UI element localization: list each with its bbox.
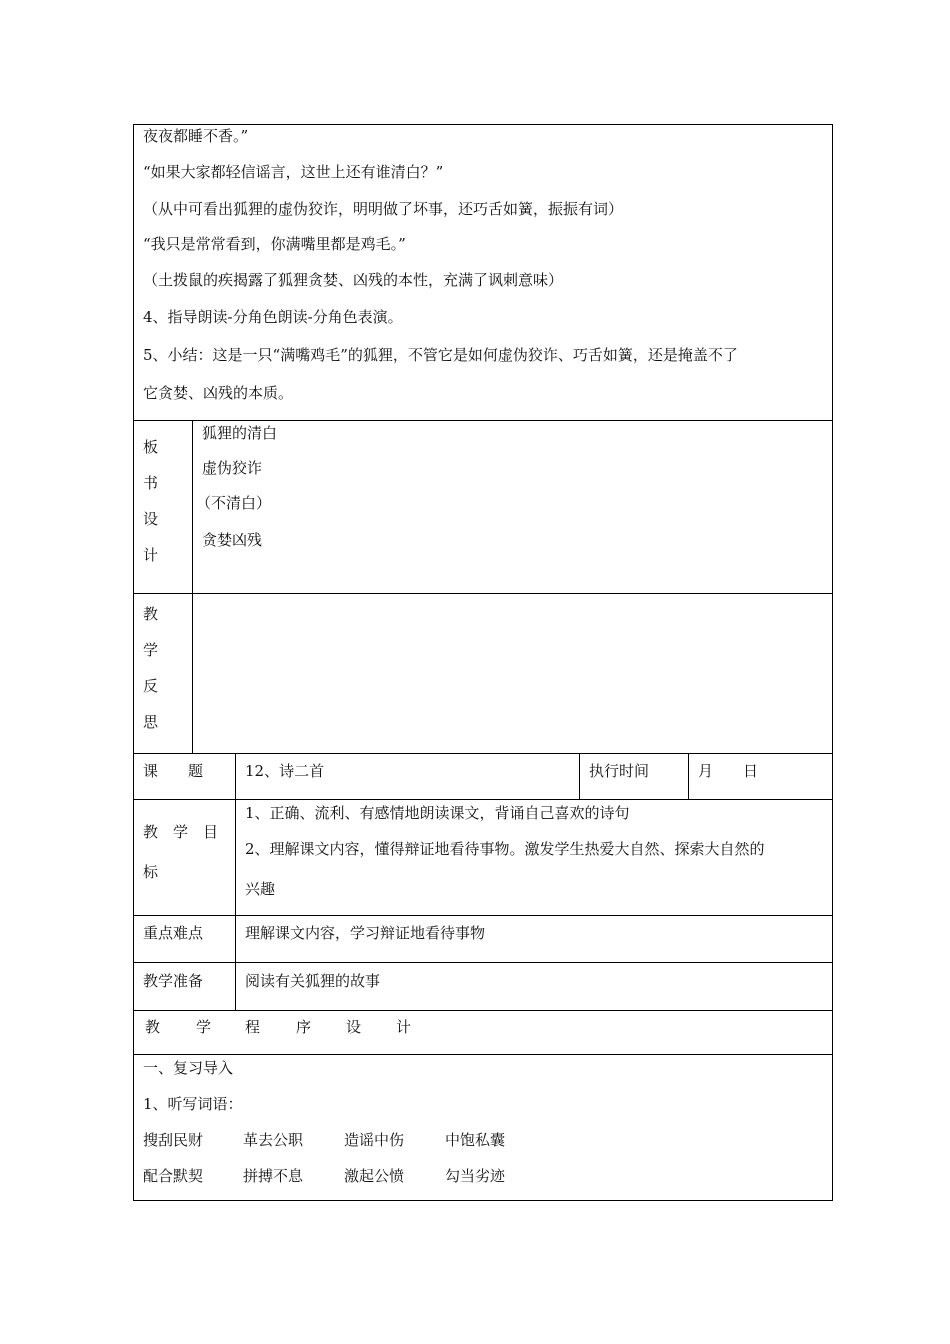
row-divider [133,1054,833,1055]
reflection-label-char: 学 [143,641,159,659]
text-line: （土拨鼠的疾揭露了狐狸贪婪、凶残的本性，充满了讽刺意味） [143,271,564,289]
key-points-label: 重点难点 [143,924,204,942]
board-line: 贪婪凶残 [202,531,263,549]
goal-line: 2、理解课文内容，懂得辩证地看待事物。激发学生热爱大自然、探索大自然的 [245,840,765,858]
lesson-title-label: 课 题 [143,762,204,780]
procedure-header-char: 学 [196,1018,212,1036]
board-label-char: 计 [143,546,159,564]
execution-time-label: 执行时间 [589,762,650,780]
text-line: “我只是常常看到，你满嘴里都是鸡毛。” [143,235,406,253]
vocab-word: 造谣中伤 [344,1131,405,1149]
board-label-char: 书 [143,474,159,492]
goal-line: 1、正确、流利、有感情地朗读课文，背诵自己喜欢的诗句 [245,804,630,822]
goal-line: 兴趣 [245,880,276,898]
vocab-word: 配合默契 [143,1167,204,1185]
col-divider [579,753,580,799]
preparation-value: 阅读有关狐狸的故事 [245,972,381,990]
execution-time-value: 月 日 [698,762,759,780]
board-line: 狐狸的清白 [202,424,278,442]
row-divider [133,1010,833,1011]
vocab-word: 搜刮民财 [143,1131,204,1149]
vocab-word: 中饱私囊 [445,1131,506,1149]
procedure-header-char: 序 [296,1018,312,1036]
lesson-title: 12、诗二首 [245,762,325,780]
vocab-word: 勾当劣迹 [445,1167,506,1185]
row-divider [133,593,833,594]
vocab-word: 激起公愤 [344,1167,405,1185]
text-line: “如果大家都轻信谣言，这世上还有谁清白？” [143,163,444,181]
col-divider [688,753,689,799]
reflection-label-char: 反 [143,677,159,695]
text-line: 夜夜都睡不香。” [143,127,249,145]
reflection-label-char: 教 [143,605,159,623]
procedure-header-char: 设 [346,1018,362,1036]
col-divider [235,753,236,1010]
row-divider [133,962,833,963]
row-divider [133,915,833,916]
row-divider [133,799,833,800]
procedure-header-char: 程 [245,1018,261,1036]
vocab-word: 拼搏不息 [243,1167,304,1185]
text-line: 它贪婪、凶残的本质。 [143,384,294,402]
text-line: 5、小结：这是一只“满嘴鸡毛”的狐狸，不管它是如何虚伪狡诈、巧舌如簧，还是掩盖不了 [143,346,738,364]
board-label-char: 板 [143,438,159,456]
board-line: （不清白） [196,494,272,512]
reflection-label-char: 思 [143,713,159,731]
review-subheading: 1、听写词语： [143,1095,243,1113]
preparation-label: 教学准备 [143,972,204,990]
vocab-word: 革去公职 [243,1131,304,1149]
col-divider [192,420,193,753]
key-points-value: 理解课文内容，学习辩证地看待事物 [245,924,486,942]
goal-label: 标 [143,863,159,881]
goal-label: 教 学 目 [143,823,219,841]
text-line: 4、指导朗读-分角色朗读-分角色表演。 [143,308,403,326]
procedure-header-char: 教 [145,1018,161,1036]
board-label-char: 设 [143,510,159,528]
procedure-header-char: 计 [396,1018,412,1036]
text-line: （从中可看出狐狸的虚伪狡诈，明明做了坏事，还巧舌如簧，振振有词） [143,200,624,218]
review-heading: 一、复习导入 [143,1059,234,1077]
board-line: 虚伪狡诈 [202,459,263,477]
row-divider [133,753,833,754]
row-divider [133,420,833,421]
